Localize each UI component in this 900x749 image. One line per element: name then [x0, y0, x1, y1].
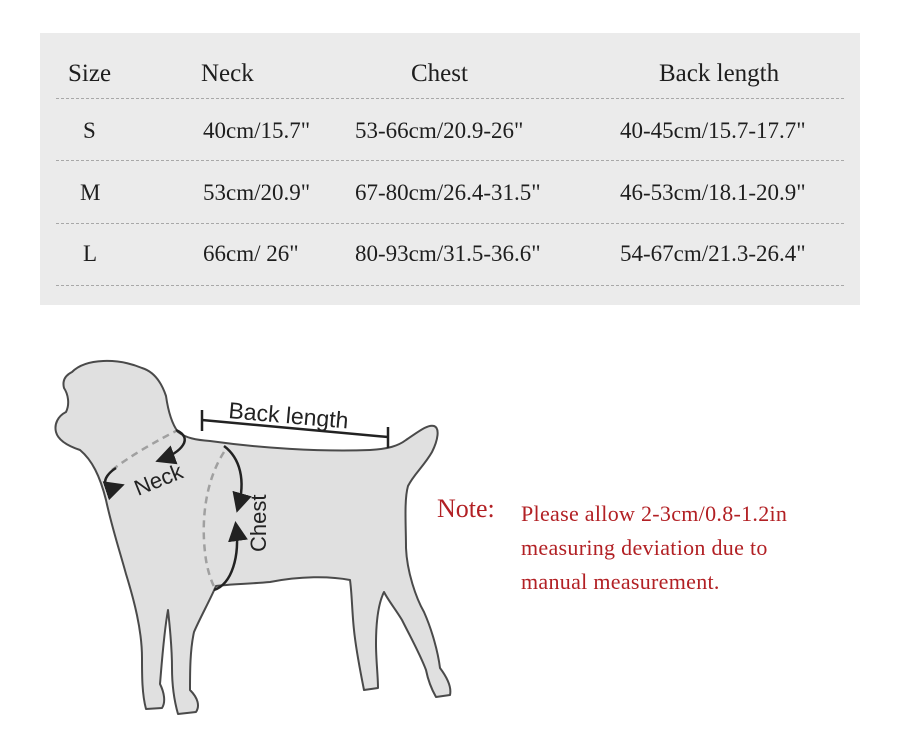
chest-label: Chest: [246, 494, 271, 552]
chest-cell: 67-80cm/26.4-31.5": [355, 180, 541, 205]
note-text: [521, 497, 787, 599]
note-line: manual measurement.: [521, 569, 720, 594]
table-row: [40, 234, 860, 274]
note-label: Note:: [437, 494, 495, 523]
header-neck: Neck: [201, 60, 254, 87]
header-size: Size: [68, 60, 112, 87]
back-length-cell: 40-45cm/15.7-17.7": [620, 118, 806, 143]
back-length-cell: 46-53cm/18.1-20.9": [620, 180, 806, 205]
note-line: Please allow 2-3cm/0.8-1.2in: [521, 501, 788, 526]
back-length-cell: 54-67cm/21.3-26.4": [620, 241, 806, 266]
back-length-label: Back length: [227, 397, 350, 434]
row-divider: [56, 285, 844, 286]
header-chest: Chest: [411, 60, 468, 87]
row-divider: [56, 98, 844, 99]
chest-cell: 53-66cm/20.9-26": [355, 118, 524, 143]
size-cell: L: [83, 241, 98, 266]
neck-label: Neck: [130, 458, 187, 501]
note-line: measuring deviation due to: [521, 535, 768, 560]
neck-cell: 53cm/20.9": [203, 180, 311, 205]
size-cell: S: [83, 118, 96, 143]
size-cell: M: [80, 180, 101, 205]
size-chart-table: [40, 33, 860, 305]
row-divider: [56, 223, 844, 224]
neck-cell: 66cm/ 26": [203, 241, 299, 266]
table-header-row: [40, 54, 860, 94]
header-back-length: Back length: [659, 60, 780, 87]
row-divider: [56, 160, 844, 161]
table-row: [40, 173, 860, 213]
chest-cell: 80-93cm/31.5-36.6": [355, 241, 541, 266]
neck-cell: 40cm/15.7": [203, 118, 311, 143]
table-row: [40, 111, 860, 151]
